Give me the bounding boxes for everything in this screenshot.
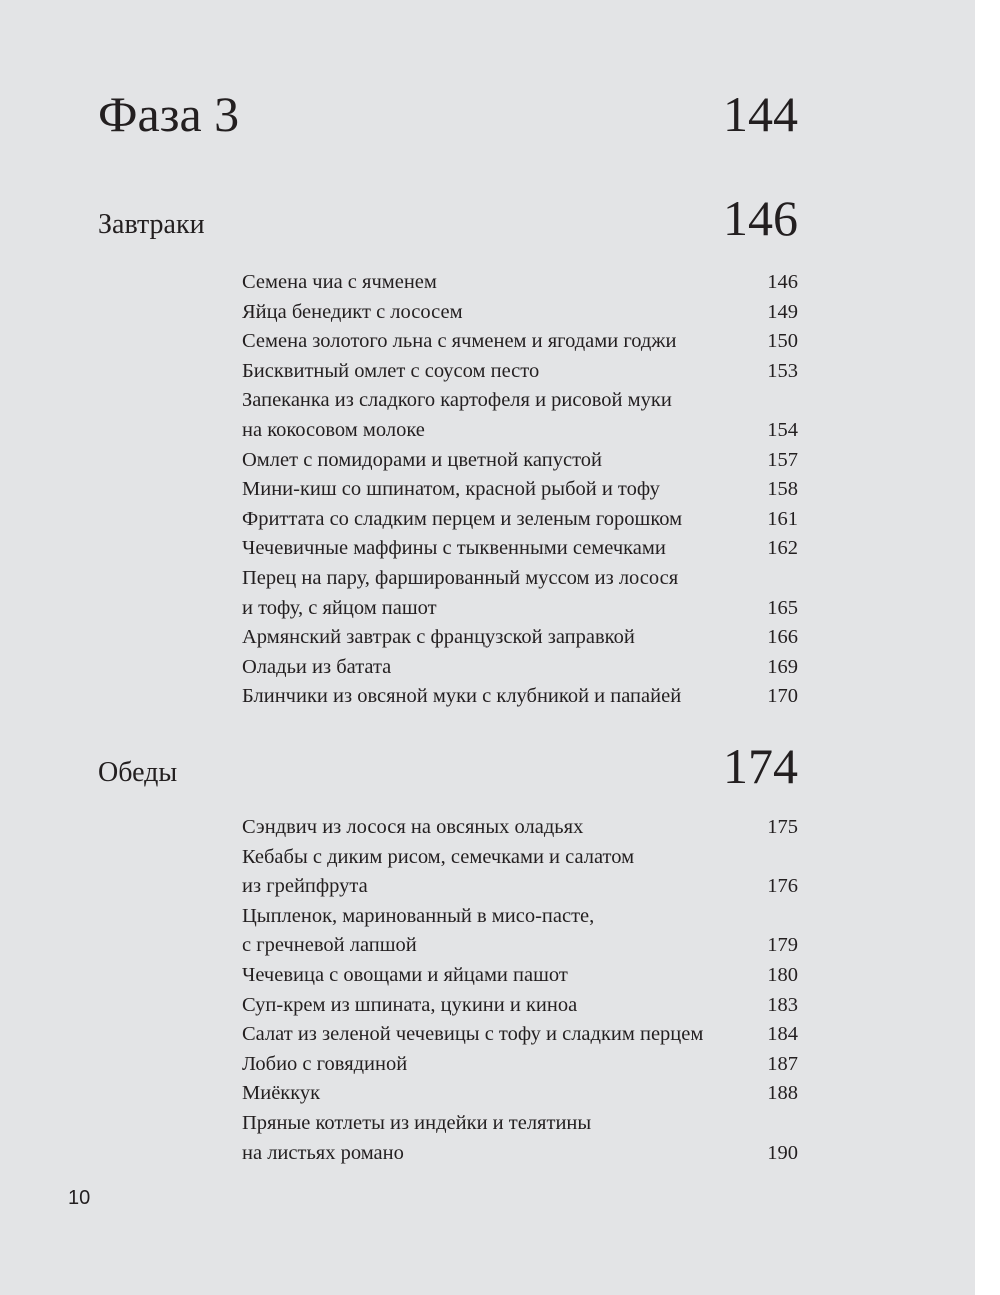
toc-entry-page: 184 <box>767 1023 798 1046</box>
toc-entry-page: 180 <box>767 963 798 986</box>
phase-heading <box>98 82 798 146</box>
toc-entry-page: 166 <box>767 626 798 649</box>
toc-entry-page: 150 <box>767 330 798 353</box>
toc-entry <box>242 446 798 476</box>
toc-entry-title: Оладьи из батата <box>242 655 392 678</box>
toc-entry-title: Фриттата со сладким перцем и зеленым горошком <box>242 507 683 530</box>
toc-entry-title: на кокосовом молоке <box>242 418 425 441</box>
toc-entry-title: Яйца бенедикт с лососем <box>242 300 463 323</box>
toc-entry-page: 157 <box>767 448 798 471</box>
toc-entry-title: Перец на пару, фаршированный муссом из лосося <box>242 566 679 589</box>
toc-entry-page: 154 <box>767 418 798 441</box>
toc-entry-page: 183 <box>767 993 798 1016</box>
toc-entry-title: Суп-крем из шпината, цукини и киноа <box>242 993 578 1016</box>
toc-entry <box>242 1079 798 1109</box>
toc-entry-line <box>242 682 798 712</box>
toc-entry-page: 179 <box>767 934 798 957</box>
toc-entry <box>242 961 798 991</box>
toc-entry-line <box>242 872 798 902</box>
page-folio: 10 <box>68 1187 91 1209</box>
toc-entry-page: 158 <box>767 478 798 501</box>
toc-entry <box>242 902 798 961</box>
toc-entry-line <box>242 1020 798 1050</box>
toc-entry-title: Лобио с говядиной <box>242 1052 408 1075</box>
toc-entry-page: 190 <box>767 1141 798 1164</box>
toc-entry <box>242 1050 798 1080</box>
toc-entry-line <box>242 416 798 446</box>
toc-entry-page: 187 <box>767 1052 798 1075</box>
toc-entry-page: 175 <box>767 816 798 838</box>
toc-entry-title: Сэндвич из лосося на овсяных оладьях <box>242 816 584 838</box>
toc-entry-line <box>242 843 798 873</box>
toc-entry-title: Армянский завтрак с французской заправкой <box>242 626 635 649</box>
toc-entry-line <box>242 298 798 328</box>
toc-entry-title: Цыпленок, маринованный в мисо-пасте, <box>242 904 595 927</box>
toc-entry-line <box>242 357 798 387</box>
breakfast-entries <box>242 268 798 712</box>
toc-entry-line <box>242 961 798 991</box>
toc-entry <box>242 623 798 653</box>
toc-entry-page: 161 <box>767 507 798 530</box>
toc-entry <box>242 564 798 623</box>
toc-entry-line <box>242 1109 798 1139</box>
toc-entry <box>242 475 798 505</box>
toc-entry-line <box>242 931 798 961</box>
toc-entry-page: 162 <box>767 537 798 560</box>
toc-entry <box>242 357 798 387</box>
toc-entry-line <box>242 446 798 476</box>
section-page-number: 146 <box>723 190 798 246</box>
toc-entry-page: 169 <box>767 655 798 678</box>
section-heading-breakfasts <box>98 188 798 248</box>
toc-entry-title: Мини-киш со шпинатом, красной рыбой и тофу <box>242 478 660 501</box>
toc-entry-title: на листьях романо <box>242 1141 404 1164</box>
toc-entry <box>242 653 798 683</box>
section-heading-lunches <box>98 736 798 796</box>
toc-entry-line <box>242 327 798 357</box>
toc-entry-title: Запеканка из сладкого картофеля и рисовой муки <box>242 389 672 412</box>
toc-entry-title: Блинчики из овсяной муки с клубникой и папайей <box>242 685 682 708</box>
toc-entry <box>242 534 798 564</box>
toc-entry <box>242 813 798 843</box>
toc-entry-title: с гречневой лапшой <box>242 934 417 957</box>
toc-entry-line <box>242 902 798 932</box>
toc-entry <box>242 386 798 445</box>
toc-entry <box>242 505 798 535</box>
toc-entry-page: 170 <box>767 685 798 708</box>
toc-entry-title: Семена чиа с ячменем <box>242 271 437 293</box>
toc-entry-line <box>242 623 798 653</box>
toc-entry-page: 188 <box>767 1082 798 1105</box>
toc-entry-line <box>242 386 798 416</box>
toc-entry <box>242 268 798 298</box>
toc-entry <box>242 1109 798 1168</box>
toc-entry-page: 153 <box>767 359 798 382</box>
toc-entry-line <box>242 564 798 594</box>
toc-entry-page: 146 <box>767 271 798 293</box>
toc-entry-line <box>242 534 798 564</box>
toc-entry-title: Семена золотого льна с ячменем и ягодами годжи <box>242 330 677 353</box>
toc-entry-line <box>242 268 798 298</box>
toc-entry-title: и тофу, с яйцом пашот <box>242 596 437 619</box>
toc-entry-line <box>242 594 798 624</box>
phase-page-number: 144 <box>723 86 798 142</box>
phase-title: Фаза 3 <box>98 86 240 142</box>
toc-entry-line <box>242 1079 798 1109</box>
toc-entry <box>242 682 798 712</box>
toc-entry-line <box>242 813 798 843</box>
toc-entry-title: Пряные котлеты из индейки и телятины <box>242 1111 592 1134</box>
toc-entry-page: 149 <box>767 300 798 323</box>
toc-entry <box>242 1020 798 1050</box>
lunch-entries <box>242 813 798 1168</box>
toc-entry-page: 165 <box>767 596 798 619</box>
toc-entry-line <box>242 475 798 505</box>
section-title: Завтраки <box>98 209 205 240</box>
section-title: Обеды <box>98 757 178 788</box>
toc-entry-line <box>242 1139 798 1169</box>
toc-entry-title: Чечевичные маффины с тыквенными семечками <box>242 537 666 560</box>
section-page-number: 174 <box>723 738 798 794</box>
toc-entry-title: из грейпфрута <box>242 875 368 898</box>
toc-entry-title: Бисквитный омлет с соусом песто <box>242 359 540 382</box>
toc-entry-title: Салат из зеленой чечевицы с тофу и сладким перцем <box>242 1023 704 1046</box>
toc-entry <box>242 298 798 328</box>
toc-entry <box>242 327 798 357</box>
toc-entry-page: 176 <box>767 875 798 898</box>
toc-entry-title: Миёккук <box>242 1082 321 1105</box>
toc-entry-line <box>242 653 798 683</box>
toc-entry <box>242 843 798 902</box>
toc-entry-title: Чечевица с овощами и яйцами пашот <box>242 963 568 986</box>
toc-entry-line <box>242 505 798 535</box>
toc-entry-title: Омлет с помидорами и цветной капустой <box>242 448 602 471</box>
toc-entry-title: Кебабы с диким рисом, семечками и салатом <box>242 845 635 868</box>
toc-entry-line <box>242 1050 798 1080</box>
toc-entry-line <box>242 991 798 1021</box>
toc-entry <box>242 991 798 1021</box>
